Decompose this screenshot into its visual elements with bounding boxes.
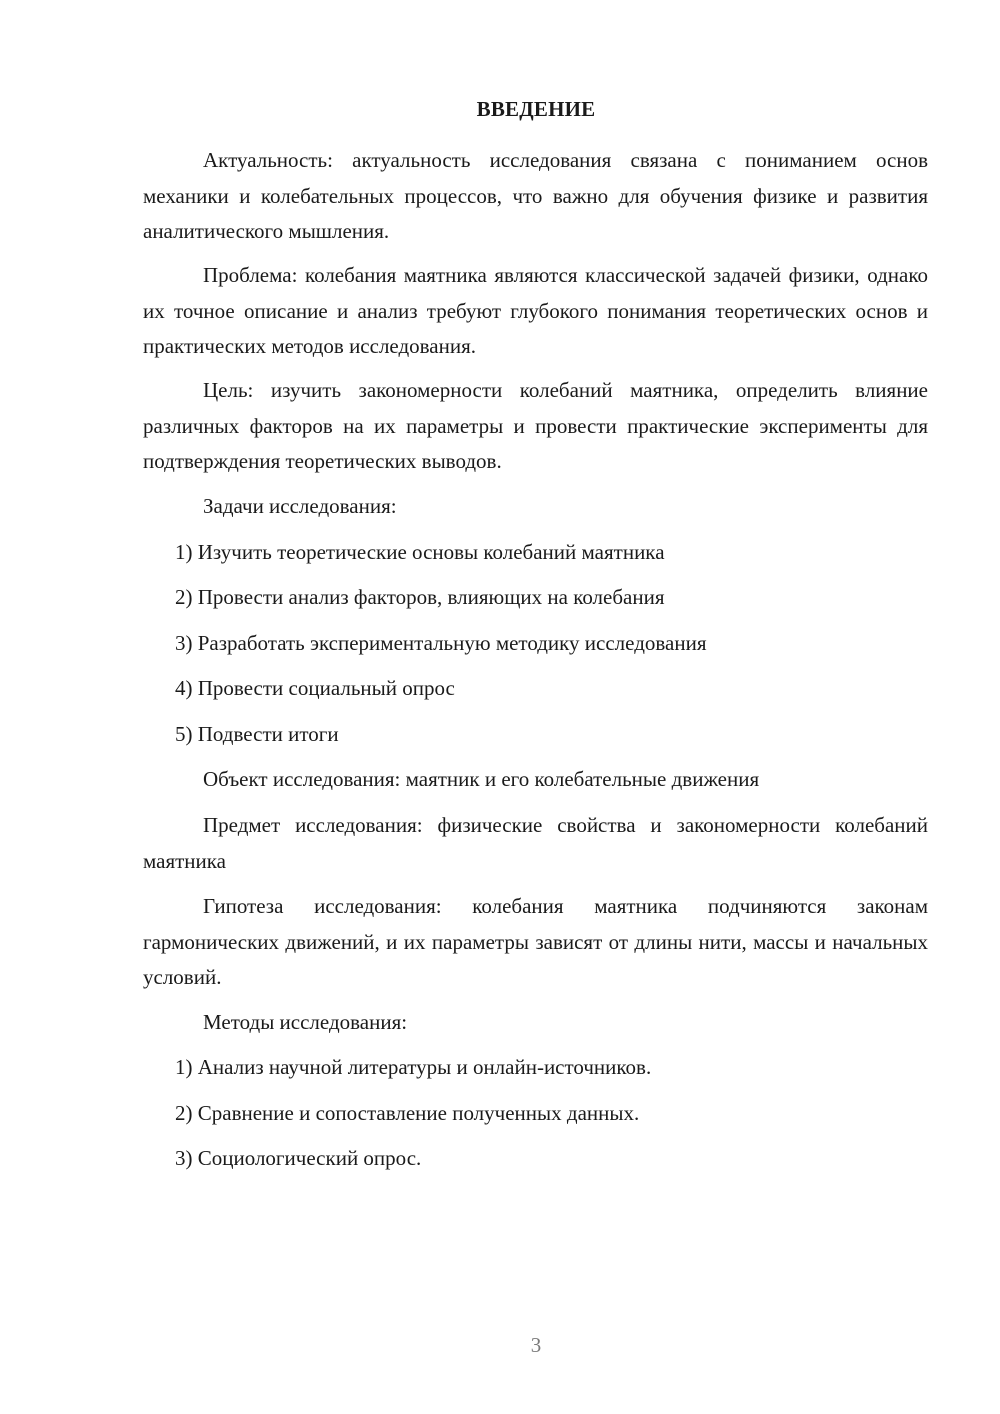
method-item: 2) Сравнение и сопоставление полученных данных.: [175, 1101, 640, 1125]
goal-paragraph: Цель: изучить закономерности колебаний маятника, определить влияние различных факторов на их параметры и провести практические эксперименты для подтверждения теоретических выводов.: [143, 378, 928, 473]
object-paragraph: Объект исследования: маятник и его колебательные движения: [203, 767, 760, 791]
method-item: 1) Анализ научной литературы и онлайн-источников.: [175, 1055, 652, 1079]
page-title: ВВЕДЕНИЕ: [476, 97, 596, 121]
subject-paragraph: Предмет исследования: физические свойства и закономерности колебаний маятника: [143, 813, 928, 873]
task-item: 5) Подвести итоги: [175, 722, 339, 746]
page-number: 3: [530, 1333, 542, 1357]
task-item: 2) Провести анализ факторов, влияющих на колебания: [175, 585, 665, 609]
task-item: 4) Провести социальный опрос: [175, 676, 455, 700]
method-item: 3) Социологический опрос.: [175, 1146, 422, 1170]
problem-paragraph: Проблема: колебания маятника являются классической задачей физики, однако их точное описание и анализ требуют глубокого понимания теоретических основ и практических методов исследования.: [143, 263, 928, 358]
hypothesis-paragraph: Гипотеза исследования: колебания маятника подчиняются законам гармонических движений, и их параметры зависят от длины нити, массы и начальных условий.: [143, 894, 928, 989]
task-item: 1) Изучить теоретические основы колебаний маятника: [175, 540, 665, 564]
methods-title: Методы исследования:: [203, 1010, 408, 1034]
tasks-title: Задачи исследования:: [203, 494, 397, 518]
task-item: 3) Разработать экспериментальную методику исследования: [175, 631, 707, 655]
relevance-paragraph: Актуальность: актуальность исследования связана с пониманием основ механики и колебательных процессов, что важно для обучения физике и развития аналитического мышления.: [143, 148, 928, 243]
